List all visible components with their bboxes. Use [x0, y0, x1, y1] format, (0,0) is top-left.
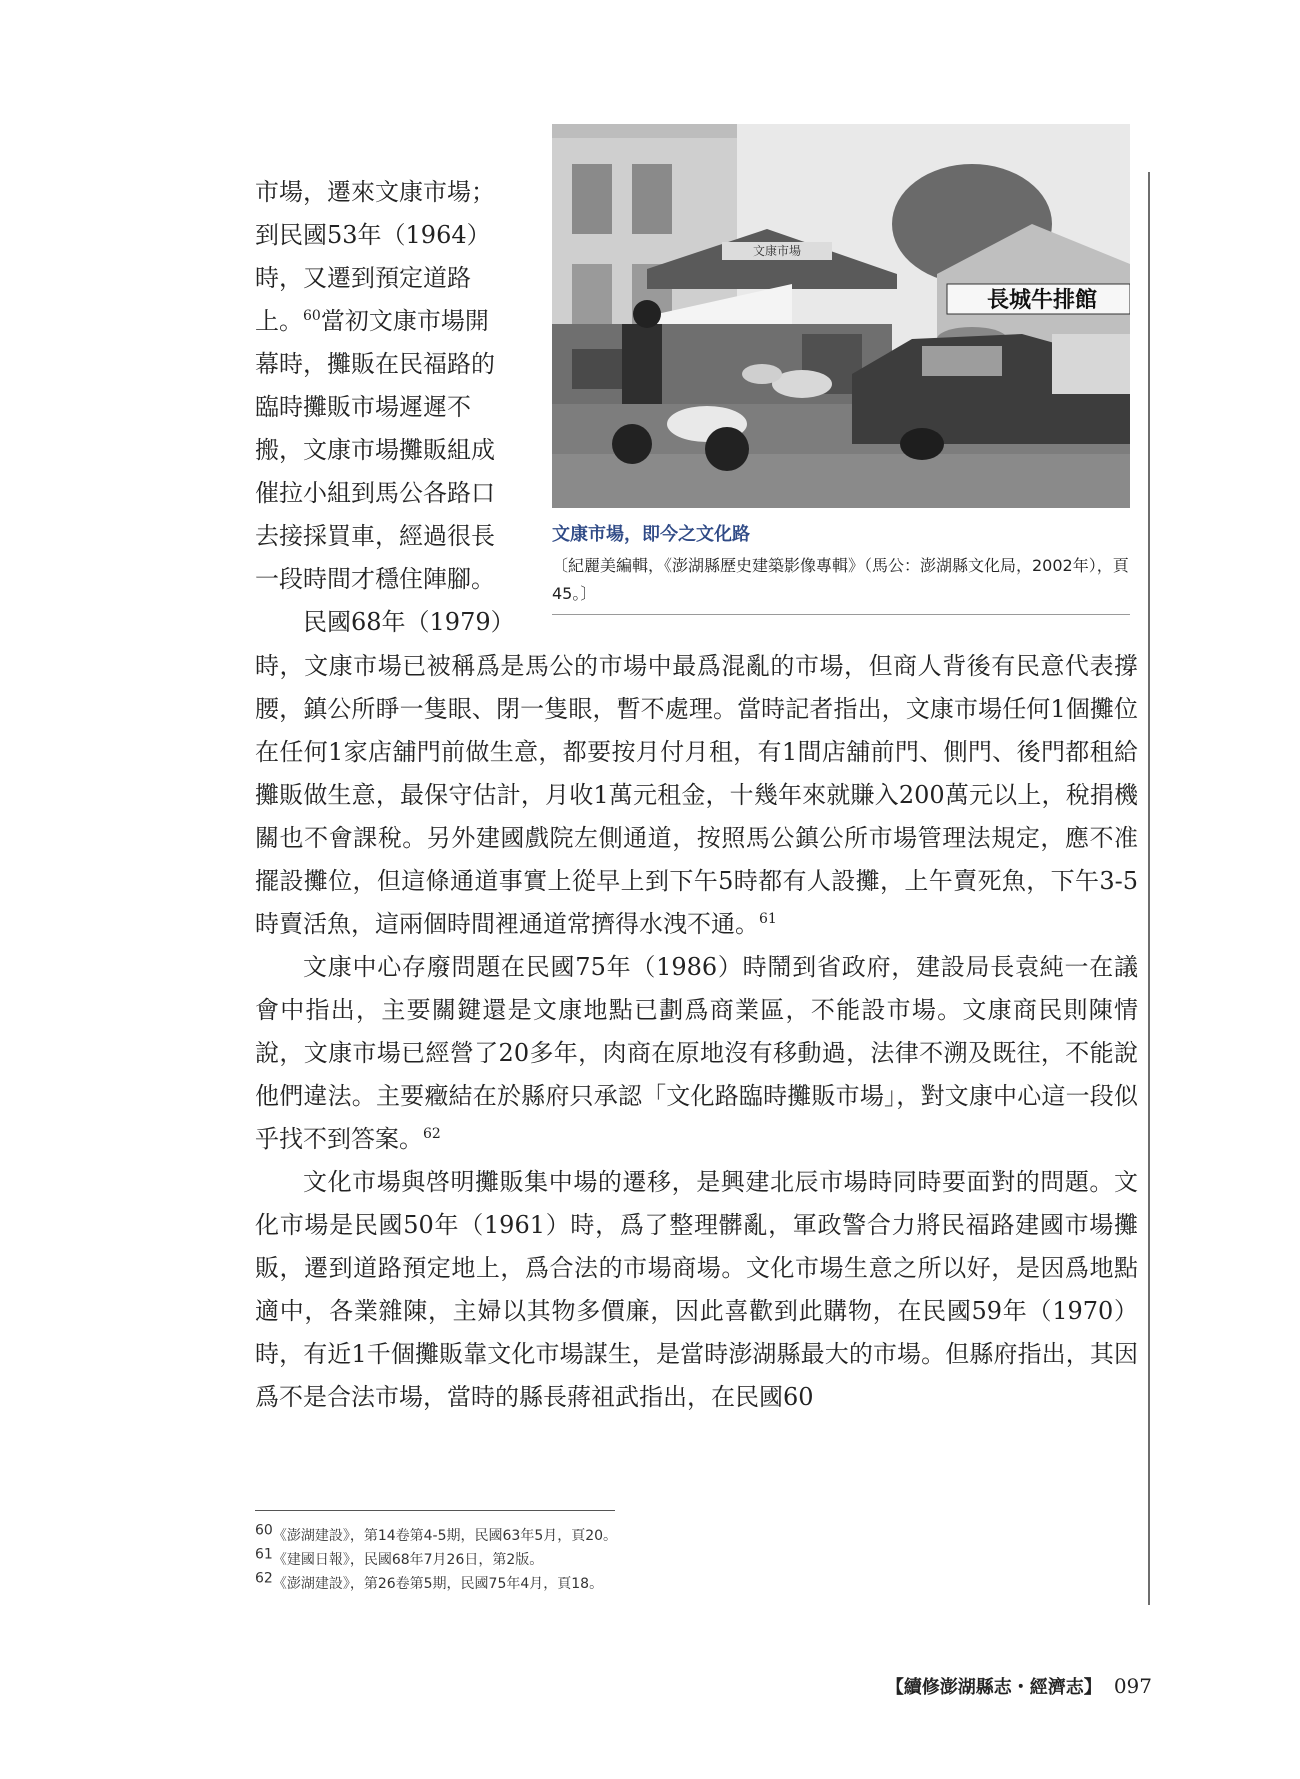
footnote — [255, 1524, 955, 1548]
narrow-column-text — [255, 171, 525, 644]
column-line: 催拉小組到馬公各路口 — [255, 479, 495, 507]
body-text — [255, 645, 1138, 1419]
footnote-ref-60: 60 — [303, 308, 321, 324]
paragraph-text: 文康中心存廢問題在民國75年（1986）時鬧到省政府，建設局長袁純一在議會中指出，主要關鍵還是文康地點已劃爲商業區，不能設市場。文康商民則陳情說，文康市場已經營了20多年，肉商在原地沒有移動過，法律不溯及既往，不能說他們違法。主要癥結在於縣府只承認「文化路臨時攤販市場」，對文康中心這一段似乎找不到答案。 — [255, 953, 1138, 1153]
photo-caption-source: 〔紀麗美編輯，《澎湖縣歷史建築影像專輯》（馬公：澎湖縣文化局，2002年），頁45。〕 — [552, 556, 1129, 603]
footnote-number: 60 — [255, 1522, 273, 1539]
column-line: 去接採買車，經過很長 — [255, 522, 495, 550]
footnotes — [255, 1524, 955, 1596]
page-footer — [886, 1673, 1152, 1699]
paragraph-1-continued — [255, 645, 1138, 946]
column-line: 臨時攤販市場遲遲不 — [255, 393, 471, 421]
column-line: 時，又遷到預定道路 — [255, 264, 471, 292]
paragraph-2 — [255, 946, 1138, 1161]
paragraph-3: 文化市場與啓明攤販集中場的遷移，是興建北辰市場時同時要面對的問題。文化市場是民國50年（1961）時，爲了整理髒亂，軍政警合力將民福路建國市場攤販，遷到道路預定地上，爲合法的市場商場。文化市場生意之所以好，是因爲地點適中，各業雜陳，主婦以其物多價廉，因此喜歡到此購物，在民國59年（1970）時，有近1千個攤販靠文化市場謀生，是當時澎湖縣最大的市場。但縣府指出，其因爲不是合法市場，當時的縣長蔣祖武指出，在民國60 — [255, 1168, 1138, 1411]
footnote — [255, 1572, 955, 1596]
column-line — [255, 300, 525, 343]
column-line-fragment: 當初文康市場開 — [320, 307, 489, 335]
restaurant-sign: 長城牛排館 — [986, 288, 1098, 313]
margin-rule — [1148, 172, 1150, 1605]
column-line: 到民國53年（1964） — [255, 221, 491, 249]
page-number: 097 — [1113, 1674, 1152, 1698]
paragraph-text: 時，文康市場已被稱爲是馬公的市場中最爲混亂的市場，但商人背後有民意代表撐腰，鎮公所睜一隻眼、閉一隻眼，暫不處理。當時記者指出，文康市場任何1個攤位在任何1家店舖門前做生意，都要按月付月租，有1間店舖前門、側門、後門都租給攤販做生意，最保守估計，月收1萬元租金，十幾年來就賺入200萬元以上，稅捐機關也不會課稅。另外建國戲院左側通道，按照馬公鎮公所市場管理法規定，應不准擺設攤位，但這條通道事實上從早上到下午5時都有人設攤，上午賣死魚，下午3-5時賣活魚，這兩個時間裡通道常擠得水洩不通。 — [255, 652, 1138, 938]
footnote-number: 62 — [255, 1570, 273, 1587]
footnote-ref-62: 62 — [423, 1126, 441, 1142]
column-line: 一段時間才穩住陣腳。 — [255, 565, 495, 593]
book-title: 【續修澎湖縣志・經濟志】 — [885, 1677, 1102, 1698]
caption-divider — [552, 614, 1130, 615]
column-line-fragment: 上。 — [255, 307, 303, 335]
column-line: 搬，文康市場攤販組成 — [255, 436, 495, 464]
footnote-number: 61 — [255, 1546, 273, 1563]
footnote-text: 《澎湖建設》，第14卷第4-5期，民國63年5月，頁20。 — [272, 1528, 618, 1544]
photo-caption-title: 文康市場，即今之文化路 — [552, 524, 750, 545]
column-line: 民國68年（1979） — [303, 608, 515, 636]
footnote-ref-61: 61 — [759, 911, 777, 927]
footnote — [255, 1548, 955, 1572]
column-line: 幕時，攤販在民福路的 — [255, 350, 495, 378]
footnote-divider — [255, 1510, 615, 1511]
market-photo — [552, 124, 1130, 508]
footnote-text: 《建國日報》，民國68年7月26日，第2版。 — [272, 1552, 544, 1568]
market-sign: 文康市場 — [752, 244, 802, 258]
column-line: 市場，遷來文康市場； — [255, 178, 495, 206]
footnote-text: 《澎湖建設》，第26卷第5期，民國75年4月，頁18。 — [272, 1576, 604, 1592]
